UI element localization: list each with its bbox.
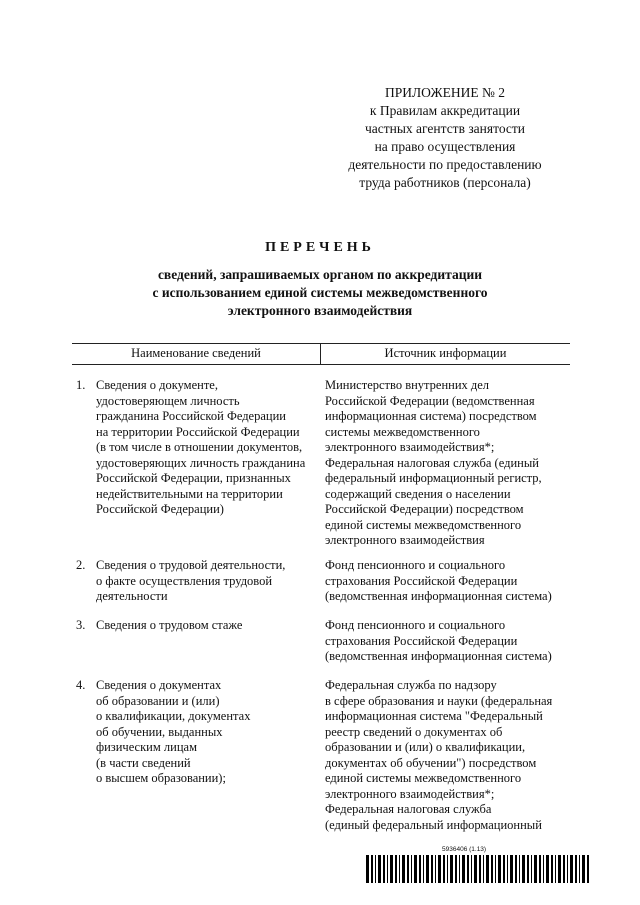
row-number: 1. [76,378,86,392]
subtitle-line: электронного взаимодействия [227,303,413,318]
appendix-line: труда работников (персонала) [359,175,531,190]
row-number: 3. [76,618,86,632]
row-source: Фонд пенсионного и социального страхования Российской Федерации (ведомственная информационная система) [325,558,552,603]
row-number: 2. [76,558,86,572]
row-name: Сведения о документе, удостоверяющем личность гражданина Российской Федерации на территории Российской Федерации (в том числе в отношении документов, удостоверяющих личность гражданина Российской Федерации, признанных недействительными на территории Российской Федерации) [96,378,306,516]
appendix-line: к Правилам аккредитации [369,103,521,118]
barcode-number: 5936406 (1.13) [442,846,487,853]
table-header [72,343,570,365]
appendix-title: ПРИЛОЖЕНИЕ № 2 [384,85,506,100]
row-name: Сведения о документах об образовании и (или) о квалификации, документах об обучении, выданных физическим лицам (в части сведений о высшем образовании); [96,678,251,785]
appendix-line: частных агентств занятости [364,121,526,136]
row-source: Федеральная служба по надзору в сфере образования и науки (федеральная информационная система "Федеральный реестр сведений о документах об образовании и (или) о квалификации, документах об обучении") посредством единой системы межведомственного электронного взаимодействия*; Федеральная налоговая служба (единый федеральный информационный [325,678,553,832]
row-source: Фонд пенсионного и социального страхования Российской Федерации (ведомственная информационная система) [325,618,552,663]
appendix-line: деятельности по предоставлению [348,157,542,172]
document-heading: ПЕРЕЧЕНЬ [265,240,375,255]
row-number: 4. [76,678,86,692]
row-name: Сведения о трудовом стаже [96,618,243,632]
header-name: Наименование сведений [131,346,261,360]
subtitle-line: сведений, запрашиваемых органом по аккредитации [157,267,483,282]
row-source: Министерство внутренних дел Российской Федерации (ведомственная информационная система) посредством системы межведомственного электронного взаимодействия*; Федеральная налоговая служба (единый федеральный информационный регистр, содержащий сведения о населении Российской Федерации) посредством единой системы межведомственного электронного взаимодействия [325,378,542,547]
appendix-block [300,84,590,192]
row-name: Сведения о трудовой деятельности, о факте осуществления трудовой деятельности [96,558,286,603]
subtitle-line: с использованием единой системы межведомственного [152,285,488,300]
document-subtitle [90,266,550,320]
appendix-line: на право осуществления [374,139,516,154]
barcode-icon [366,855,590,883]
header-source: Источник информации [384,346,507,360]
